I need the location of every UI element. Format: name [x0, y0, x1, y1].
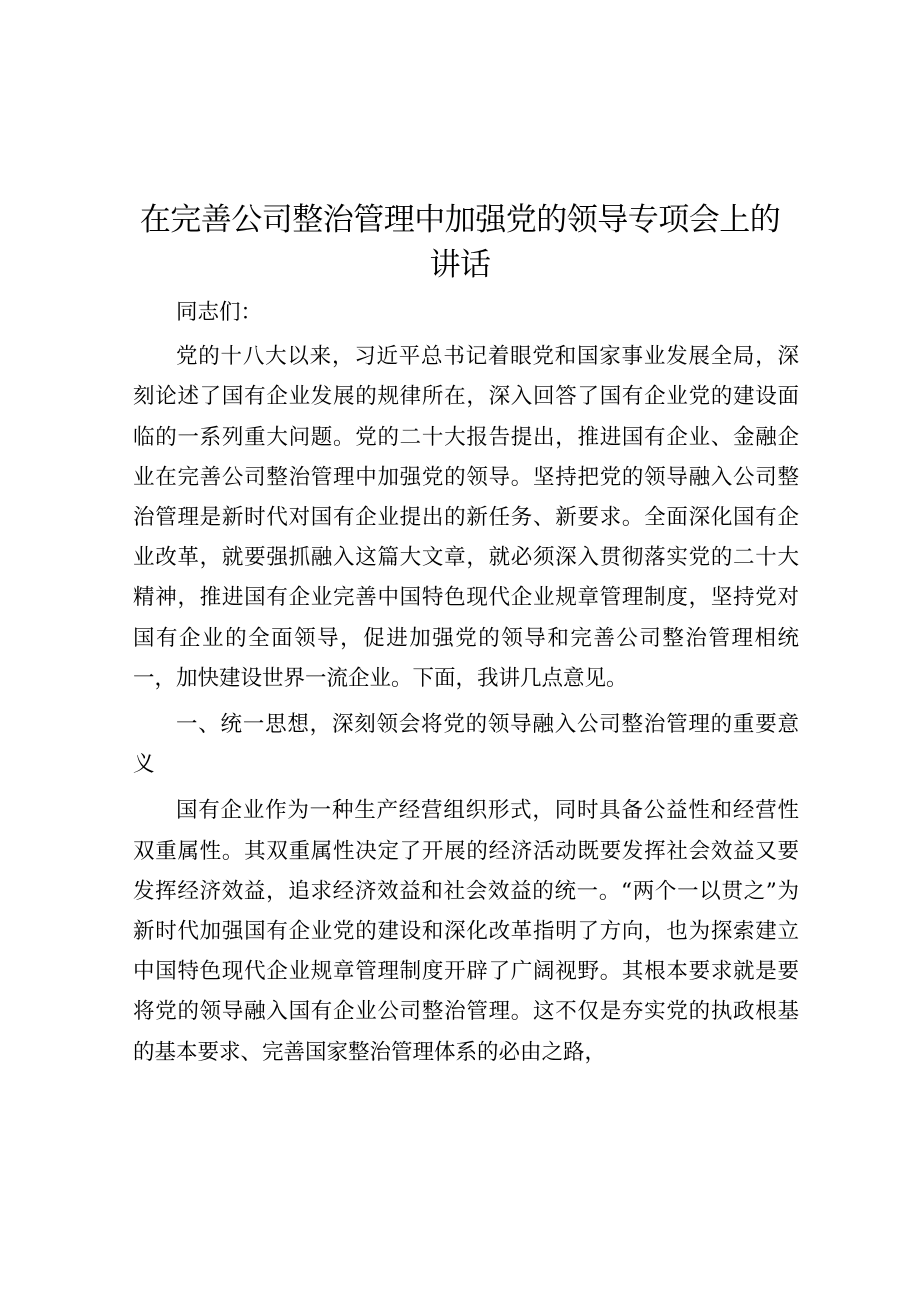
intro-paragraph: 党的十八大以来，习近平总书记着眼党和国家事业发展全局，深刻论述了国有企业发展的规律所在，深入回答了国有企业党的建设面临的一系列重大问题。党的二十大报告提出，推进国有企业、金融企业在完善公司整治管理中加强党的领导。坚持把党的领导融入公司整治管理是新时代对国有企业提出的新任务、新要求。全面深化国有企业改革，就要强抓融入这篇大文章，就必须深入贯彻落实党的二十大精神，推进国有企业完善中国特色现代企业规章管理制度，坚持党对国有企业的全面领导，促进加强党的领导和完善公司整治管理相统一，加快建设世界一流企业。下面，我讲几点意见。	[133, 344, 799, 691]
greeting: 同志们：	[176, 300, 263, 325]
body-paragraph: 国有企业作为一种生产经营组织形式，同时具备公益性和经营性双重属性。其双重属性决定了开展的经济活动既要发挥社会效益又要发挥经济效益，追求经济效益和社会效益的统一。“两个一以贯之”为新时代加强国有企业党的建设和深化改革指明了方向，也为探索建立中国特色现代企业规章管理制度开辟了广阔视野。其根本要求就是要将党的领导融入国有企业公司整治管理。这不仅是夯实党的执政根基的基本要求、完善国家整治管理体系的必由之路，	[133, 798, 799, 1065]
document-title: 在完善公司整治管理中加强党的领导专项会上的讲话	[139, 202, 781, 283]
document-body	[133, 293, 799, 1079]
section-heading: 一、统一思想，深刻领会将党的领导融入公司整治管理的重要意义	[133, 712, 799, 778]
